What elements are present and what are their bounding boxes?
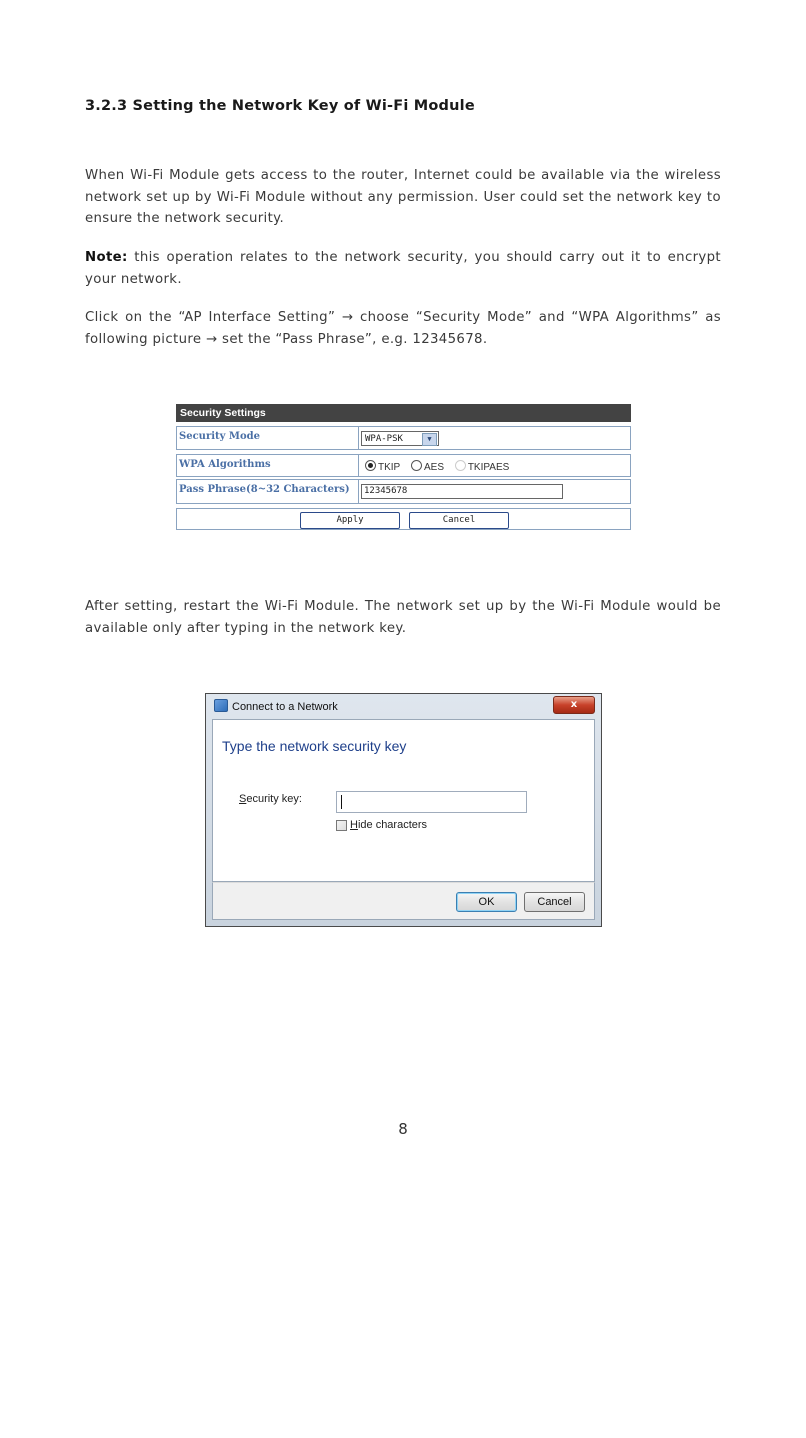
row-divider	[358, 455, 359, 476]
hide-characters-label[interactable]	[350, 819, 427, 831]
radio-option-tkipaes[interactable]	[455, 462, 510, 473]
network-icon	[214, 699, 228, 712]
instructions-paragraph: Click on the “AP Interface Setting” → choose “Security Mode” and “WPA Algorithms” as following picture → set the “Pass Phrase”, e.g. 12345678.	[85, 310, 721, 347]
radio-label-tkipaes: TKIPAES	[467, 462, 510, 473]
row-divider	[358, 480, 359, 503]
dialog-title: Connect to a Network	[232, 701, 338, 713]
security-settings-figure	[176, 404, 631, 530]
radio-option-tkip[interactable]	[365, 462, 400, 473]
radio-option-aes[interactable]	[411, 462, 444, 473]
hide-characters-text: ide characters	[357, 819, 428, 831]
security-mode-value: WPA-PSK	[365, 434, 403, 444]
dialog-heading: Type the network security key	[222, 738, 407, 754]
text-caret	[341, 795, 342, 809]
hide-characters-checkbox[interactable]	[336, 820, 347, 831]
pass-phrase-input[interactable]: 12345678	[361, 484, 563, 499]
wpa-algorithms-row	[176, 454, 631, 477]
security-mode-row	[176, 426, 631, 450]
note-paragraph	[85, 247, 721, 290]
radio-label-tkip: TKIP	[378, 462, 401, 473]
dialog-title-bar[interactable]	[206, 694, 601, 718]
cancel-button[interactable]: Cancel	[409, 512, 509, 529]
apply-button[interactable]: Apply	[300, 512, 400, 529]
after-paragraph: After setting, restart the Wi-Fi Module. The network set up by the Wi-Fi Module would be available only after typing in the network key.	[85, 599, 721, 636]
hide-characters-access-key: H	[350, 819, 358, 831]
security-mode-select[interactable]	[361, 431, 439, 446]
security-key-access-key: S	[239, 793, 247, 805]
pass-phrase-row	[176, 479, 631, 504]
pass-phrase-label: Pass Phrase(8~32 Characters)	[179, 484, 350, 495]
connect-dialog	[205, 693, 602, 927]
wpa-algorithms-radio-group	[365, 460, 517, 473]
page-number: 8	[398, 1120, 408, 1138]
ok-button[interactable]: OK	[456, 892, 517, 912]
security-key-label	[239, 793, 302, 805]
dialog-body	[212, 719, 595, 882]
section-heading: 3.2.3 Setting the Network Key of Wi-Fi Module	[85, 98, 475, 114]
row-divider	[358, 427, 359, 449]
radio-button-tkip[interactable]	[365, 460, 376, 471]
note-label: Note:	[85, 250, 128, 265]
dialog-cancel-button[interactable]: Cancel	[524, 892, 585, 912]
radio-button-tkipaes[interactable]	[455, 460, 466, 471]
wpa-algorithms-label: WPA Algorithms	[179, 459, 271, 470]
chevron-down-icon[interactable]: ▼	[422, 433, 437, 446]
note-text: this operation relates to the network security, you should carry out it to encrypt your network.	[85, 250, 721, 287]
security-key-input[interactable]	[336, 791, 527, 813]
close-button[interactable]: x	[553, 696, 595, 714]
dialog-footer	[212, 882, 595, 920]
radio-button-aes[interactable]	[411, 460, 422, 471]
intro-paragraph: When Wi-Fi Module gets access to the router, Internet could be available via the wireless network set up by Wi-Fi Module without any permission. User could set the network key to ensure the network security.	[85, 168, 721, 226]
security-key-label-text: ecurity key:	[246, 793, 302, 805]
radio-label-aes: AES	[424, 462, 445, 473]
security-settings-title: Security Settings	[176, 404, 631, 422]
security-mode-label: Security Mode	[179, 431, 261, 442]
button-row	[176, 508, 631, 530]
